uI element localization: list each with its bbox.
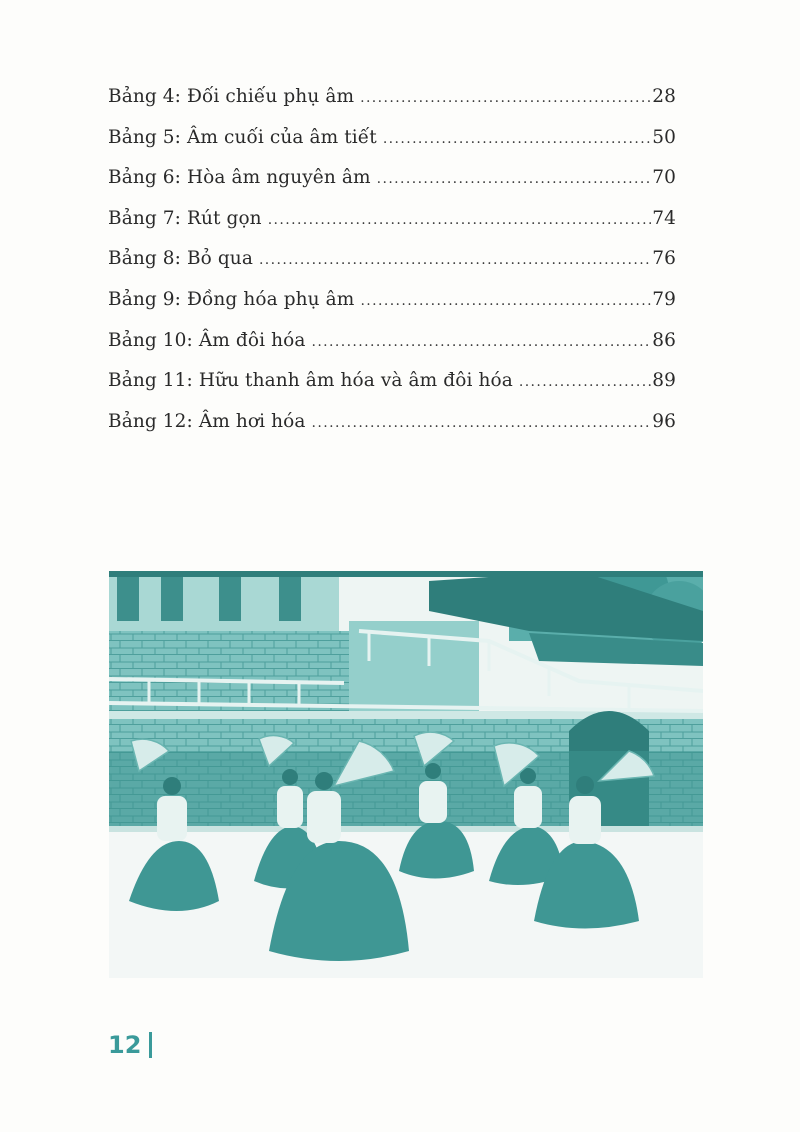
toc-entry[interactable] (108, 86, 676, 127)
toc-entry-page: 89 (652, 370, 676, 392)
toc-entry-page: 70 (652, 167, 676, 189)
toc-entry-page: 96 (652, 410, 676, 432)
toc-leader-dots (383, 131, 651, 147)
toc-entry[interactable] (108, 208, 676, 249)
toc-leader-dots (519, 374, 651, 390)
toc-entry-label: Bảng 10: Âm đôi hóa (108, 329, 306, 351)
toc-entry-page: 50 (652, 126, 676, 148)
toc-entry[interactable] (108, 289, 676, 330)
toc-leader-dots (311, 334, 651, 350)
toc-leader-dots (268, 212, 652, 228)
fan-dance-photo (109, 571, 703, 978)
toc-entry-page: 86 (652, 329, 676, 351)
toc-entry[interactable] (108, 330, 676, 371)
toc-leader-dots (377, 171, 652, 187)
toc-entry-label: Bảng 4: Đối chiếu phụ âm (108, 86, 355, 107)
toc-entry-label: Bảng 12: Âm hơi hóa (108, 410, 306, 432)
toc-entry-label: Bảng 8: Bỏ qua (108, 248, 253, 270)
toc-entry-label: Bảng 9: Đồng hóa phụ âm (108, 288, 355, 310)
toc-entry[interactable] (108, 248, 676, 289)
page-number-divider (149, 1032, 152, 1058)
toc-entry-page: 28 (652, 86, 676, 107)
toc-entry[interactable] (108, 370, 676, 411)
page-number (108, 1031, 152, 1059)
table-of-contents (108, 86, 676, 451)
toc-entry-label: Bảng 5: Âm cuối của âm tiết (108, 126, 377, 148)
toc-leader-dots (360, 90, 651, 106)
toc-entry[interactable] (108, 167, 676, 208)
toc-leader-dots (360, 293, 651, 309)
toc-entry-label: Bảng 6: Hòa âm nguyên âm (108, 167, 371, 189)
toc-leader-dots (312, 415, 652, 431)
page-number-text: 12 (108, 1031, 142, 1059)
toc-entry-label: Bảng 7: Rút gọn (108, 207, 262, 229)
toc-entry[interactable] (108, 411, 676, 452)
temple-fan-dance-illustration (109, 571, 703, 978)
toc-entry-page: 76 (652, 248, 676, 270)
toc-entry-page: 79 (652, 288, 676, 310)
toc-entry[interactable] (108, 127, 676, 168)
toc-entry-label: Bảng 11: Hữu thanh âm hóa và âm đôi hóa (108, 370, 513, 392)
toc-leader-dots (259, 252, 651, 268)
toc-entry-page: 74 (652, 207, 676, 229)
